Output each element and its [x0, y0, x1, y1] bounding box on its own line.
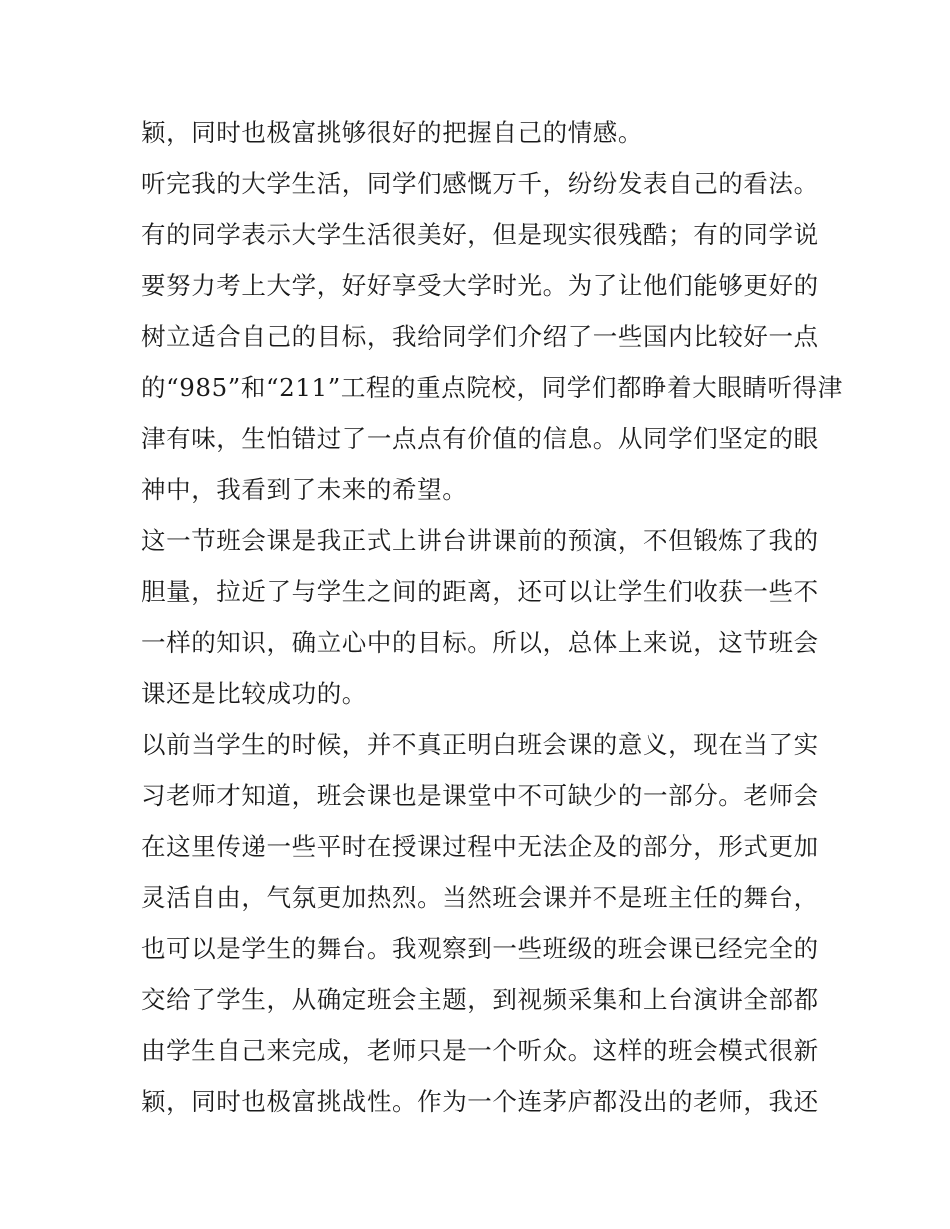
text-line: 一样的知识，确立心中的目标。所以，总体上来说，这节班会 [141, 628, 819, 657]
text-line: 交给了学生，从确定班会主题，到视频采集和上台演讲全部都 [141, 985, 819, 1014]
text-line: 由学生自己来完成，老师只是一个听众。这样的班会模式很新 [141, 1036, 819, 1065]
body-text [141, 107, 843, 1127]
text-line: 有的同学表示大学生活很美好，但是现实很残酷；有的同学说 [141, 220, 819, 249]
text-line: 要努力考上大学，好好享受大学时光。为了让他们能够更好的 [141, 271, 819, 300]
text-line: 在这里传递一些平时在授课过程中无法企及的部分，形式更加 [141, 832, 819, 861]
text-line: 颖，同时也极富挑战性。作为一个连茅庐都没出的老师，我还 [141, 1087, 819, 1116]
text-line: 胆量，拉近了与学生之间的距离，还可以让学生们收获一些不 [141, 577, 819, 606]
text-line: 这一节班会课是我正式上讲台讲课前的预演，不但锻炼了我的 [141, 526, 819, 555]
text-line: 颖，同时也极富挑够很好的把握自己的情感。 [141, 118, 643, 147]
text-line: 以前当学生的时候，并不真正明白班会课的意义，现在当了实 [141, 730, 819, 759]
text-line: 听完我的大学生活，同学们感慨万千，纷纷发表自己的看法。 [141, 169, 819, 198]
text-line: 的“985”和“211”工程的重点院校，同学们都睁着大眼睛听得津 [141, 373, 843, 402]
text-line: 津有味，生怕错过了一点点有价值的信息。从同学们坚定的眼 [141, 424, 819, 453]
text-line: 也可以是学生的舞台。我观察到一些班级的班会课已经完全的 [141, 934, 819, 963]
text-line: 习老师才知道，班会课也是课堂中不可缺少的一部分。老师会 [141, 781, 819, 810]
text-line: 课还是比较成功的。 [141, 679, 367, 708]
text-line: 灵活自由，气氛更加热烈。当然班会课并不是班主任的舞台， [141, 883, 819, 912]
text-line: 神中，我看到了未来的希望。 [141, 475, 468, 504]
text-line: 树立适合自己的目标，我给同学们介绍了一些国内比较好一点 [141, 322, 819, 351]
